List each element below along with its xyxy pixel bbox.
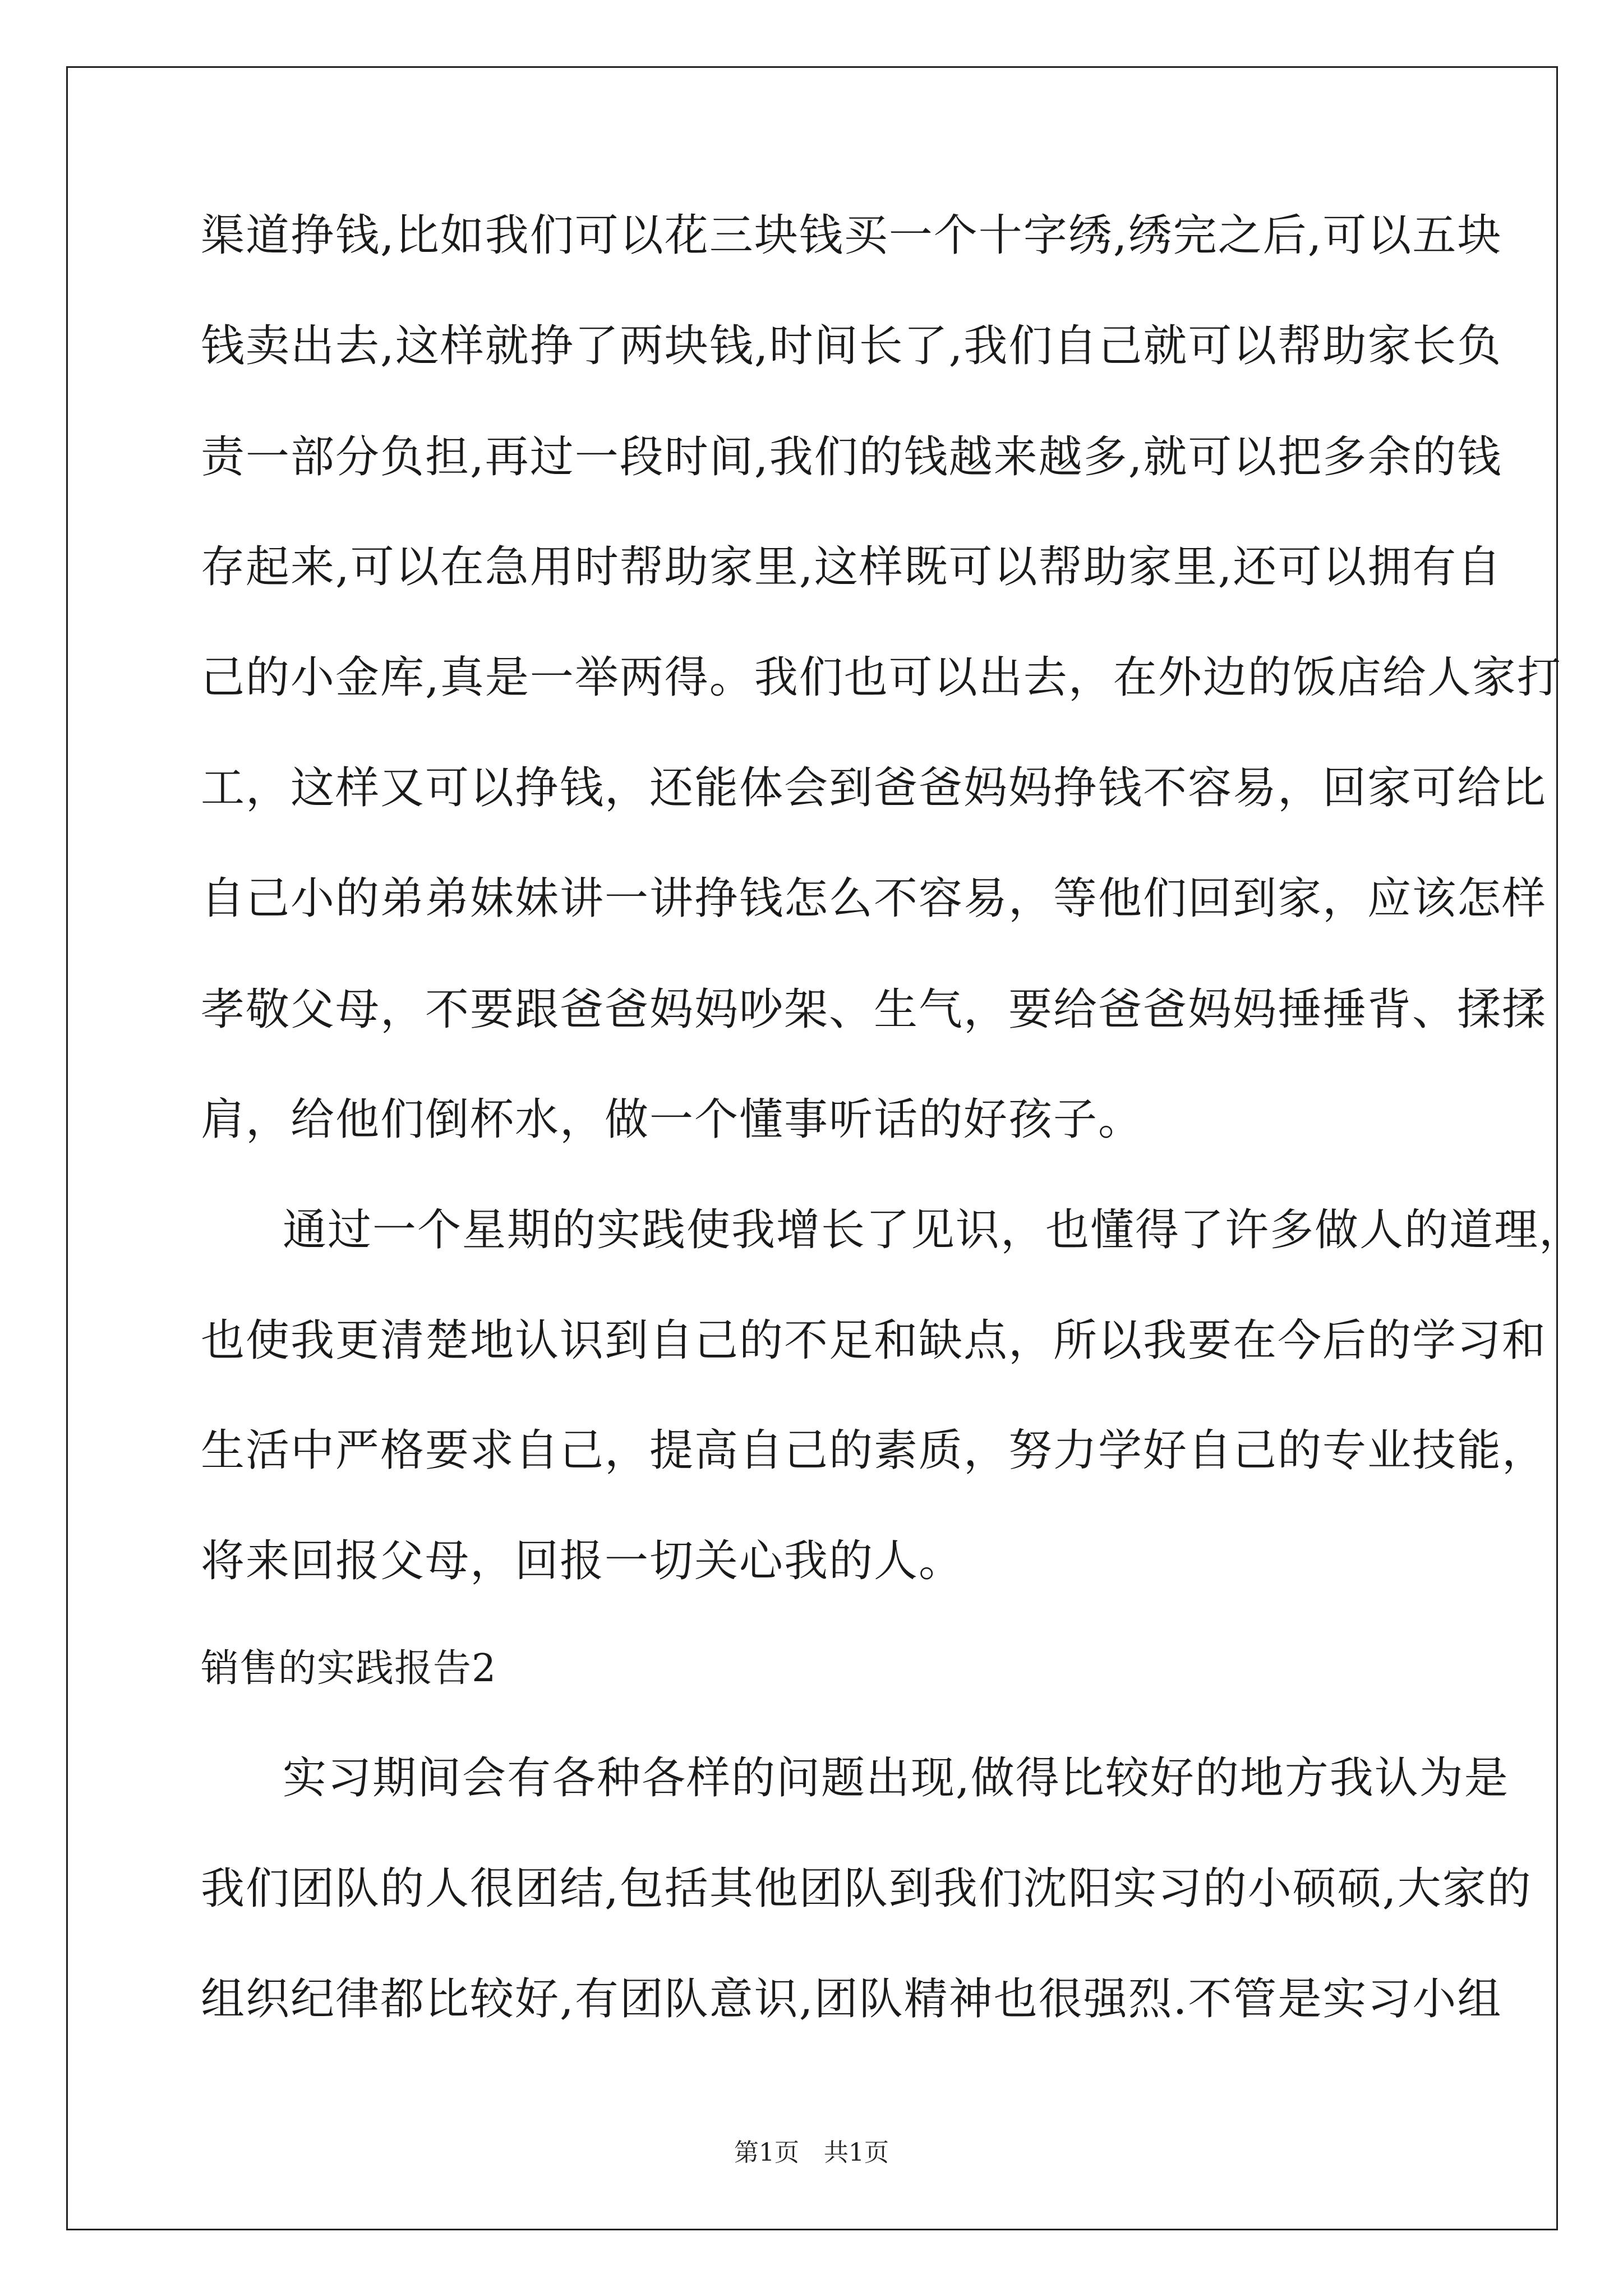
- paragraph-line: 己的小金库,真是一举两得。我们也可以出去，在外边的饭店给人家打: [201, 652, 1562, 703]
- paragraph-line: 肩，给他们倒杯水，做一个懂事听话的好孩子。: [201, 1094, 1144, 1145]
- paragraph-line: 通过一个星期的实践使我增长了见识，也懂得了许多做人的道理，: [283, 1205, 1584, 1255]
- paragraph-line: 存起来,可以在急用时帮助家里,这样既可以帮助家里,还可以拥有自: [201, 542, 1502, 592]
- paragraph-line: 工，这样又可以挣钱，还能体会到爸爸妈妈挣钱不容易，回家可给比: [201, 763, 1547, 813]
- paragraph-line: 责一部分负担,再过一段时间,我们的钱越来越多,就可以把多余的钱: [201, 432, 1502, 482]
- paragraph-line: 也使我更清楚地认识到自己的不足和缺点，所以我要在今后的学习和: [201, 1315, 1547, 1366]
- paragraph-line: 自己小的弟弟妹妹讲一讲挣钱怎么不容易，等他们回到家，应该怎样: [201, 873, 1547, 924]
- section-heading: 销售的实践报告2: [201, 1646, 497, 1691]
- paragraph-line: 组织纪律都比较好,有团队意识,团队精神也很强烈.不管是实习小组: [201, 1974, 1502, 2024]
- paragraph-line: 渠道挣钱,比如我们可以花三块钱买一个十字绣,绣完之后,可以五块: [201, 210, 1502, 261]
- paragraph-line: 孝敬父母，不要跟爸爸妈妈吵架、生气，要给爸爸妈妈捶捶背、揉揉: [201, 984, 1547, 1035]
- paragraph-line: 钱卖出去,这样就挣了两块钱,时间长了,我们自己就可以帮助家长负: [201, 321, 1502, 371]
- paragraph-line: 将来回报父母，回报一切关心我的人。: [201, 1536, 964, 1586]
- page-footer: 第1页 共1页: [734, 2138, 889, 2167]
- paragraph-line: 实习期间会有各种各样的问题出现,做得比较好的地方我认为是: [283, 1753, 1509, 1803]
- paragraph-line: 生活中严格要求自己，提高自己的素质，努力学好自己的专业技能，: [201, 1425, 1547, 1476]
- paragraph-line: 我们团队的人很团结,包括其他团队到我们沈阳实习的小硕硕,大家的: [201, 1864, 1532, 1914]
